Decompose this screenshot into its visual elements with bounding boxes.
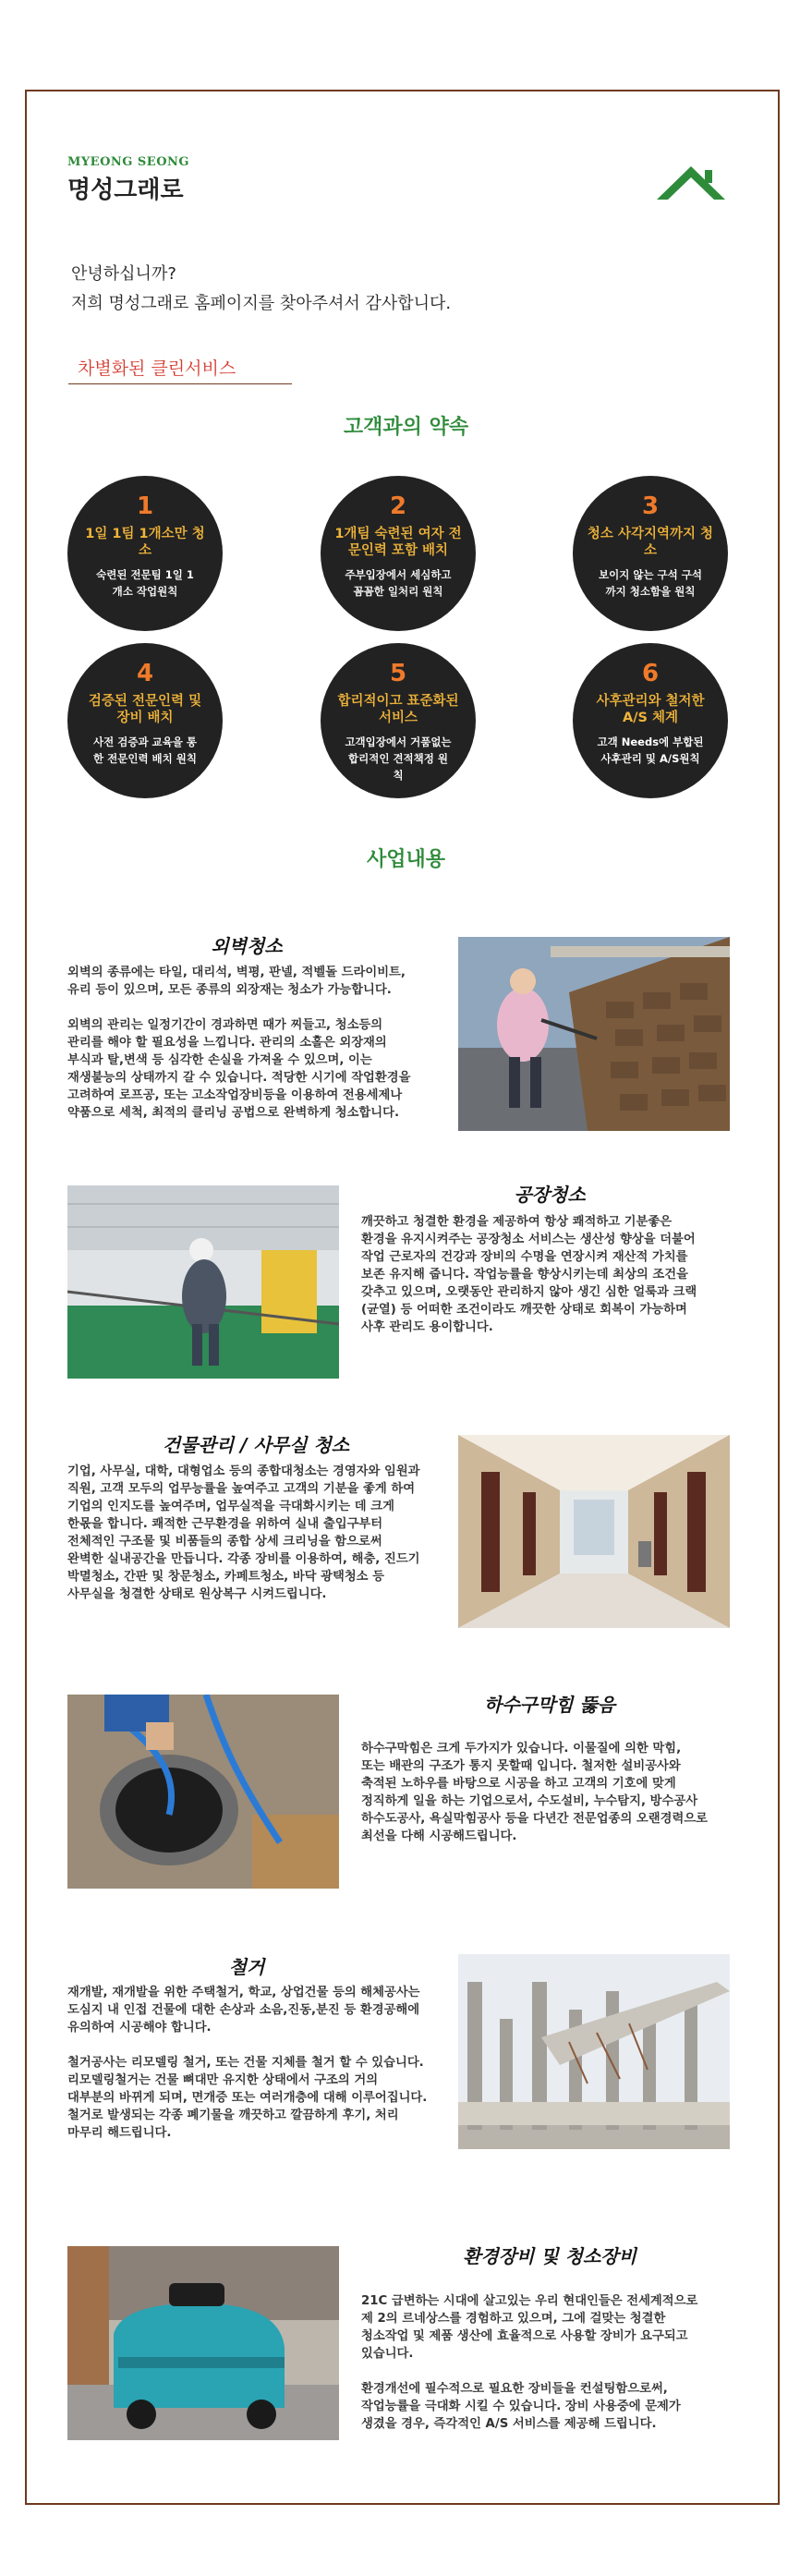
- promise-number: 5: [389, 660, 407, 687]
- promise-title: 1일 1팀 1개소만 청소: [85, 527, 205, 558]
- office-cleaning-photo: [458, 1435, 730, 1628]
- business-section-title: 사업내용: [366, 848, 445, 871]
- promise-desc: 숙련된 전문팀 1일 1개소 작업원칙: [96, 568, 194, 598]
- promise-title: 합리적이고 표준화된 서비스: [337, 694, 459, 725]
- service-text: 외벽의 종류에는 타일, 대리석, 벽평, 판넬, 적벨돌 드라이비트, 유리 등이 있으며, 모든 종류의 외장재는 청소가 가능합니다. 외벽의 관리는 일정기간이 경과하면 때가 찌들고, 청소등의 관리를 해야 할 필요성을 느낍니다. 관리의 소홀은 외장재의 부식과 탈,변색 등 심각한 손실을 가져올 수 있으며, 이는 재생불능의 상태까지 갈 수 있습니다. 적당한 시기에 작업환경을 고려하여 로프공, 또는 고소작업장비등을 이용하여 전용세제나 약품으로 세척, 최적의 클리닝 공법으로 완벽하게 청소합니다.: [67, 966, 411, 1120]
- service-text: 21C 급변하는 시대에 살고있는 우리 현대인들은 전세계적으로 제 2의 르네상스를 경험하고 있으며, 그에 걸맞는 청결한 청소작업 및 제품 생산에 효율적으로 사용할 장비가 요구되고 있습니다. 환경개선에 필수적으로 필요한 장비들을 컨설팅함으로써, 작업능률을 극대화 시킬 수 있습니다. 장비 사용중에 문제가 생겼을 경우, 즉각적인 A/S 서비스를 제공해 드립니다.: [361, 2294, 698, 2431]
- promise-title: 청소 사각지역까지 청소: [587, 527, 714, 558]
- promise-desc: 주부입장에서 세심하고 꼼꼼한 일처리 원칙: [345, 568, 452, 598]
- greeting-line-1: 안녕하십니까?: [71, 264, 176, 284]
- promise-number: 2: [389, 492, 407, 520]
- promise-number: 6: [641, 660, 660, 687]
- drain-cleaning-photo: [67, 1695, 339, 1889]
- brand-english: MYEONG SEONG: [67, 155, 190, 169]
- promise-title: 1개팀 숙련된 여자 전문인력 포함 배치: [334, 527, 462, 558]
- promise-circle: [321, 476, 476, 631]
- greeting: [71, 260, 451, 319]
- factory-cleaning-photo: [67, 1185, 339, 1379]
- promise-number: 3: [641, 492, 660, 520]
- cleaning-equipment-photo: [67, 2246, 339, 2440]
- demolition-photo: [458, 1954, 730, 2149]
- service-text: 재개발, 재개발을 위한 주택철거, 학교, 상업건물 등의 해체공사는 도심지 내 인접 건물에 대한 손상과 소음,진동,분진 등 환경공해에 유의하여 시공해야 합니다. 철거공사는 리모델링 철거, 또는 건물 지체를 철거 할 수 있습니다. 리모델링철거는 건물 뼈대만 유지한 상태에서 구조의 거의 대부분의 바뀌게 되며, 면개증 또는 여러개층에 대해 이루어집니다. 철거로 발생되는 각종 폐기물을 깨끗하고 깔끔하게 후기, 처리 마무리 해드립니다.: [67, 1986, 428, 2140]
- promise-title: 사후관리와 철저한 A/S 체계: [596, 694, 705, 725]
- promise-number: 1: [136, 492, 154, 520]
- promise-circle: [67, 643, 223, 798]
- promise-desc: 고객입장에서 거품없는 합리적인 견적책정 원칙: [345, 735, 452, 782]
- brand-korean: 명성그래로: [67, 176, 184, 204]
- service-title: 외벽청소: [211, 935, 283, 957]
- greeting-line-2: 저희 명성그래로 홈페이지를 찾아주셔서 감사합니다.: [71, 294, 452, 313]
- service-title: 건물관리 / 사무실 청소: [162, 1434, 350, 1456]
- service-title: 철거: [228, 1956, 265, 1978]
- promise-circle: [67, 476, 223, 631]
- service-text: 기업, 사무실, 대학, 대형업소 등의 종합대청소는 경영자와 임원과 직원, 고객 모두의 업무능률을 높여주고 고객의 기분을 좋게 하여 기업의 인지도를 높여주며, 업무실적을 극대화시키는 데 크게 한몫을 합니다. 쾌적한 근무환경을 위하여 실내 출입구부터 전체적인 구조물 및 비품들의 종합 상세 크리닝을 함으로써 완벽한 실내공간을 만듭니다. 각종 장비를 이용하여, 해충, 진드기 박멸청소, 간판 및 창문청소, 카페트청소, 바닥 광택청소 등 사무실을 청결한 상태로 원상복구 시켜드립니다.: [67, 1464, 420, 1601]
- promise-circle: [573, 643, 728, 798]
- subtitle-underline: [68, 383, 292, 384]
- exterior-wall-cleaning-photo: [458, 937, 730, 1131]
- promise-desc: 사전 검증과 교육을 통한 전문인력 배치 원칙: [93, 735, 197, 765]
- service-title: 하수구막힘 뚫음: [483, 1694, 616, 1716]
- promise-desc: 보이지 않는 구석 구석까지 청소함을 원칙: [599, 568, 702, 598]
- promise-desc: 고객 Needs에 부합된 사후관리 및 A/S원칙: [597, 735, 704, 765]
- service-title: 공장청소: [514, 1184, 586, 1206]
- service-title: 환경장비 및 청소장비: [463, 2245, 636, 2267]
- service-text: 하수구막힘은 크게 두가지가 있습니다. 이물질에 의한 막힘, 또는 배관의 구조가 통지 못할때 입니다. 철저한 설비공사와 축적된 노하우를 바탕으로 시공을 하고 고객의 기호에 맞게 정직하게 일을 하는 기업으로서, 수도설비, 누수탐지, 방수공사 하수도공사, 욕실막힘공사 등을 다년간 전문업종의 오랜경력으로 최선을 다해 시공해드립니다.: [361, 1742, 709, 1843]
- promise-title: 검증된 전문인력 및 장비 배치: [88, 694, 202, 725]
- subtitle: 차별화된 클린서비스: [78, 358, 236, 379]
- promise-section-title: 고객과의 약속: [343, 416, 469, 439]
- promise-circle: [573, 476, 728, 631]
- promise-circle: [321, 643, 476, 798]
- promise-number: 4: [136, 660, 154, 687]
- house-roof-icon: [657, 163, 725, 200]
- brand-logo[interactable]: [67, 155, 189, 205]
- service-text: 깨끗하고 청결한 환경을 제공하여 항상 쾌적하고 기분좋은 환경을 유지시켜주는 공장청소 서비스는 생산성 향상을 더불어 작업 근로자의 건강과 장비의 수명을 연장시켜 재산적 가치를 보존 유지해 줍니다. 작업능률을 향상시키는데 최상의 조건을 갖추고 있으며, 오랫동안 관리하지 않아 생긴 심한 얼룩과 크랙 (균열) 등 어떠한 조건이라도 깨끗한 상태로 회복이 가능하며 사후 관리도 용이합니다.: [361, 1215, 697, 1334]
